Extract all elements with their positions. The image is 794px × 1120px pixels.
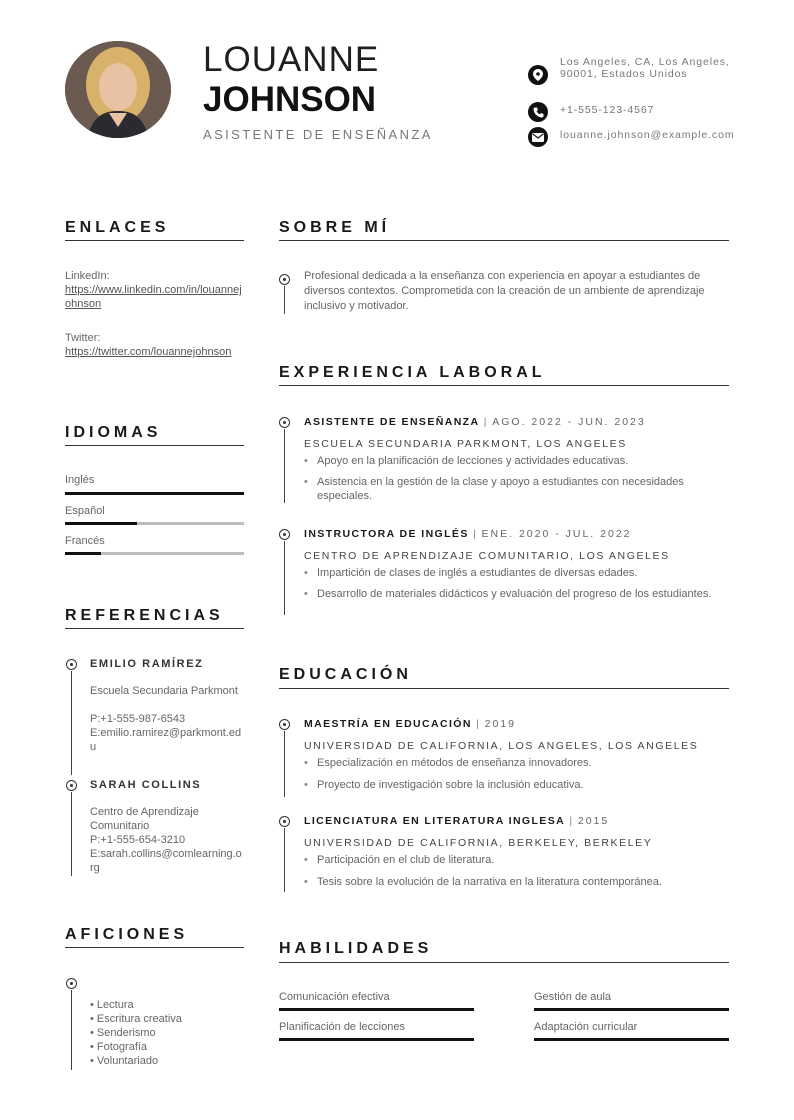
timeline-line [284,286,285,314]
skills-divider [279,962,729,963]
skill-bar [534,1008,729,1011]
about-section-title: SOBRE MÍ [279,219,391,236]
education-degree: MAESTRÍA EN EDUCACIÓN [304,718,472,730]
skill-bar [279,1008,474,1011]
job-bullet: • Impartición de clases de inglés a estudiantes de diversas edades. [317,566,717,580]
links-divider [65,240,244,241]
timeline-marker-icon [66,780,77,791]
job-heading [304,416,646,429]
language-bar-fill [65,492,244,495]
education-divider [279,688,729,689]
skill-label: Comunicación efectiva [279,991,390,1003]
job-bullet: • Desarrollo de materiales didácticos y evaluación del progreso de los estudiantes. [317,587,717,601]
phone-icon [528,102,548,122]
envelope-icon [528,127,548,147]
hobby-item: • Lectura [90,999,134,1011]
timeline-line [284,731,285,797]
skill-bar [279,1038,474,1041]
profile-photo-illustration [65,41,171,138]
skills-section-title: HABILIDADES [279,940,433,957]
languages-divider [65,445,244,446]
timeline-line [284,828,285,892]
job-role: ASISTENTE DE ENSEÑANZA [304,416,480,428]
reference-org: Centro de Aprendizaje Comunitario [90,806,199,832]
reference-email: E:emilio.ramirez@parkmont.edu [90,727,242,753]
education-heading [304,718,516,731]
reference-name: SARAH COLLINS [90,779,202,791]
education-heading [304,815,609,828]
timeline-marker-icon [279,719,290,730]
reference-phone: P:+1-555-654-3210 [90,834,186,846]
language-bar [65,522,244,525]
first-name: LOUANNE [203,40,380,79]
education-separator: | [471,718,485,730]
language-label: Francés [65,535,105,547]
timeline-marker-icon [279,274,290,285]
timeline-marker-icon [279,529,290,540]
hobby-item: • Voluntariado [90,1055,159,1067]
job-heading [304,528,632,541]
education-degree: LICENCIATURA EN LITERATURA INGLESA [304,815,566,827]
linkedin-label: LinkedIn: [65,270,110,282]
skill-label: Planificación de lecciones [279,1021,405,1033]
hobby-item: • Escritura creativa [90,1013,182,1025]
twitter-link[interactable]: https://twitter.com/louannejohnson [65,346,232,358]
about-divider [279,240,729,241]
experience-section-title: EXPERIENCIA LABORAL [279,364,546,381]
job-organization: ESCUELA SECUNDARIA PARKMONT, LOS ANGELES [304,438,627,450]
skill-label: Adaptación curricular [534,1021,638,1033]
reference-name: EMILIO RAMÍREZ [90,658,204,670]
links-section-title: ENLACES [65,219,170,236]
education-bullet: • Proyecto de investigación sobre la inclusión educativa. [317,778,717,792]
job-role: INSTRUCTORA DE INGLÉS [304,528,469,540]
timeline-line [71,671,72,775]
education-year: 2015 [577,815,610,827]
timeline-marker-icon [279,816,290,827]
timeline-line [284,541,285,615]
location-pin-icon [528,65,548,85]
reference-org: Escuela Secundaria Parkmont [90,685,238,697]
education-separator: | [565,815,578,827]
job-dates: AGO. 2022 - JUN. 2023 [492,416,646,428]
education-bullet: • Especialización en métodos de enseñanza innovadores. [317,756,717,770]
references-section-title: REFERENCIAS [65,607,224,624]
job-bullet: • Asistencia en la gestión de la clase y apoyo a estudiantes con necesidades especiales. [317,475,717,503]
reference-phone: P:+1-555-987-6543 [90,713,186,725]
languages-section-title: IDIOMAS [65,424,162,441]
job-dates: ENE. 2020 - JUL. 2022 [481,528,632,540]
contact-phone: +1-555-123-4567 [560,104,655,116]
linkedin-link[interactable]: https://www.linkedin.com/in/louannejohnson [65,284,242,310]
last-name: JOHNSON [203,80,377,119]
experience-divider [279,385,729,386]
skill-bar [534,1038,729,1041]
timeline-marker-icon [66,659,77,670]
education-institution: UNIVERSIDAD DE CALIFORNIA, LOS ANGELES, LOS ANGELES [304,740,699,752]
timeline-line [71,990,72,1070]
language-bar [65,492,244,495]
hobby-item: • Senderismo [90,1027,156,1039]
job-separator: | [468,528,482,540]
timeline-line [71,792,72,876]
contact-email: louanne.johnson@example.com [560,129,735,141]
timeline-marker-icon [279,417,290,428]
about-text: Profesional dedicada a la enseñanza con experiencia en apoyar a estudiantes de diversos contextos. Comprometida con la creación de un ambiente de aprendizaje inclusivo y motivador. [304,270,705,312]
education-year: 2019 [484,718,516,730]
profile-photo [65,41,171,138]
timeline-line [284,429,285,503]
job-bullet: • Apoyo en la planificación de lecciones y actividades educativas. [317,454,717,468]
education-institution: UNIVERSIDAD DE CALIFORNIA, BERKELEY, BERKELEY [304,837,653,849]
language-label: Inglés [65,474,95,486]
hobbies-section-title: AFICIONES [65,926,189,943]
twitter-label: Twitter: [65,332,101,344]
education-bullet: • Tesis sobre la evolución de la narrativa en la literatura contemporánea. [317,875,727,889]
references-divider [65,628,244,629]
hobby-item: • Fotografía [90,1041,148,1053]
contact-address: Los Angeles, CA, Los Angeles, 90001, Estados Unidos [560,56,730,80]
reference-email: E:sarah.collins@comlearning.org [90,848,242,874]
language-bar-fill [65,552,101,555]
education-section-title: EDUCACIÓN [279,666,412,683]
job-organization: CENTRO DE APRENDIZAJE COMUNITARIO, LOS ANGELES [304,550,670,562]
job-separator: | [479,416,493,428]
language-label: Español [65,505,105,517]
language-bar [65,552,244,555]
timeline-marker-icon [66,978,77,989]
education-bullet: • Participación en el club de literatura. [317,853,717,867]
language-bar-fill [65,522,137,525]
hobbies-divider [65,947,244,948]
job-title: ASISTENTE DE ENSEÑANZA [203,127,433,142]
skill-label: Gestión de aula [534,991,612,1003]
